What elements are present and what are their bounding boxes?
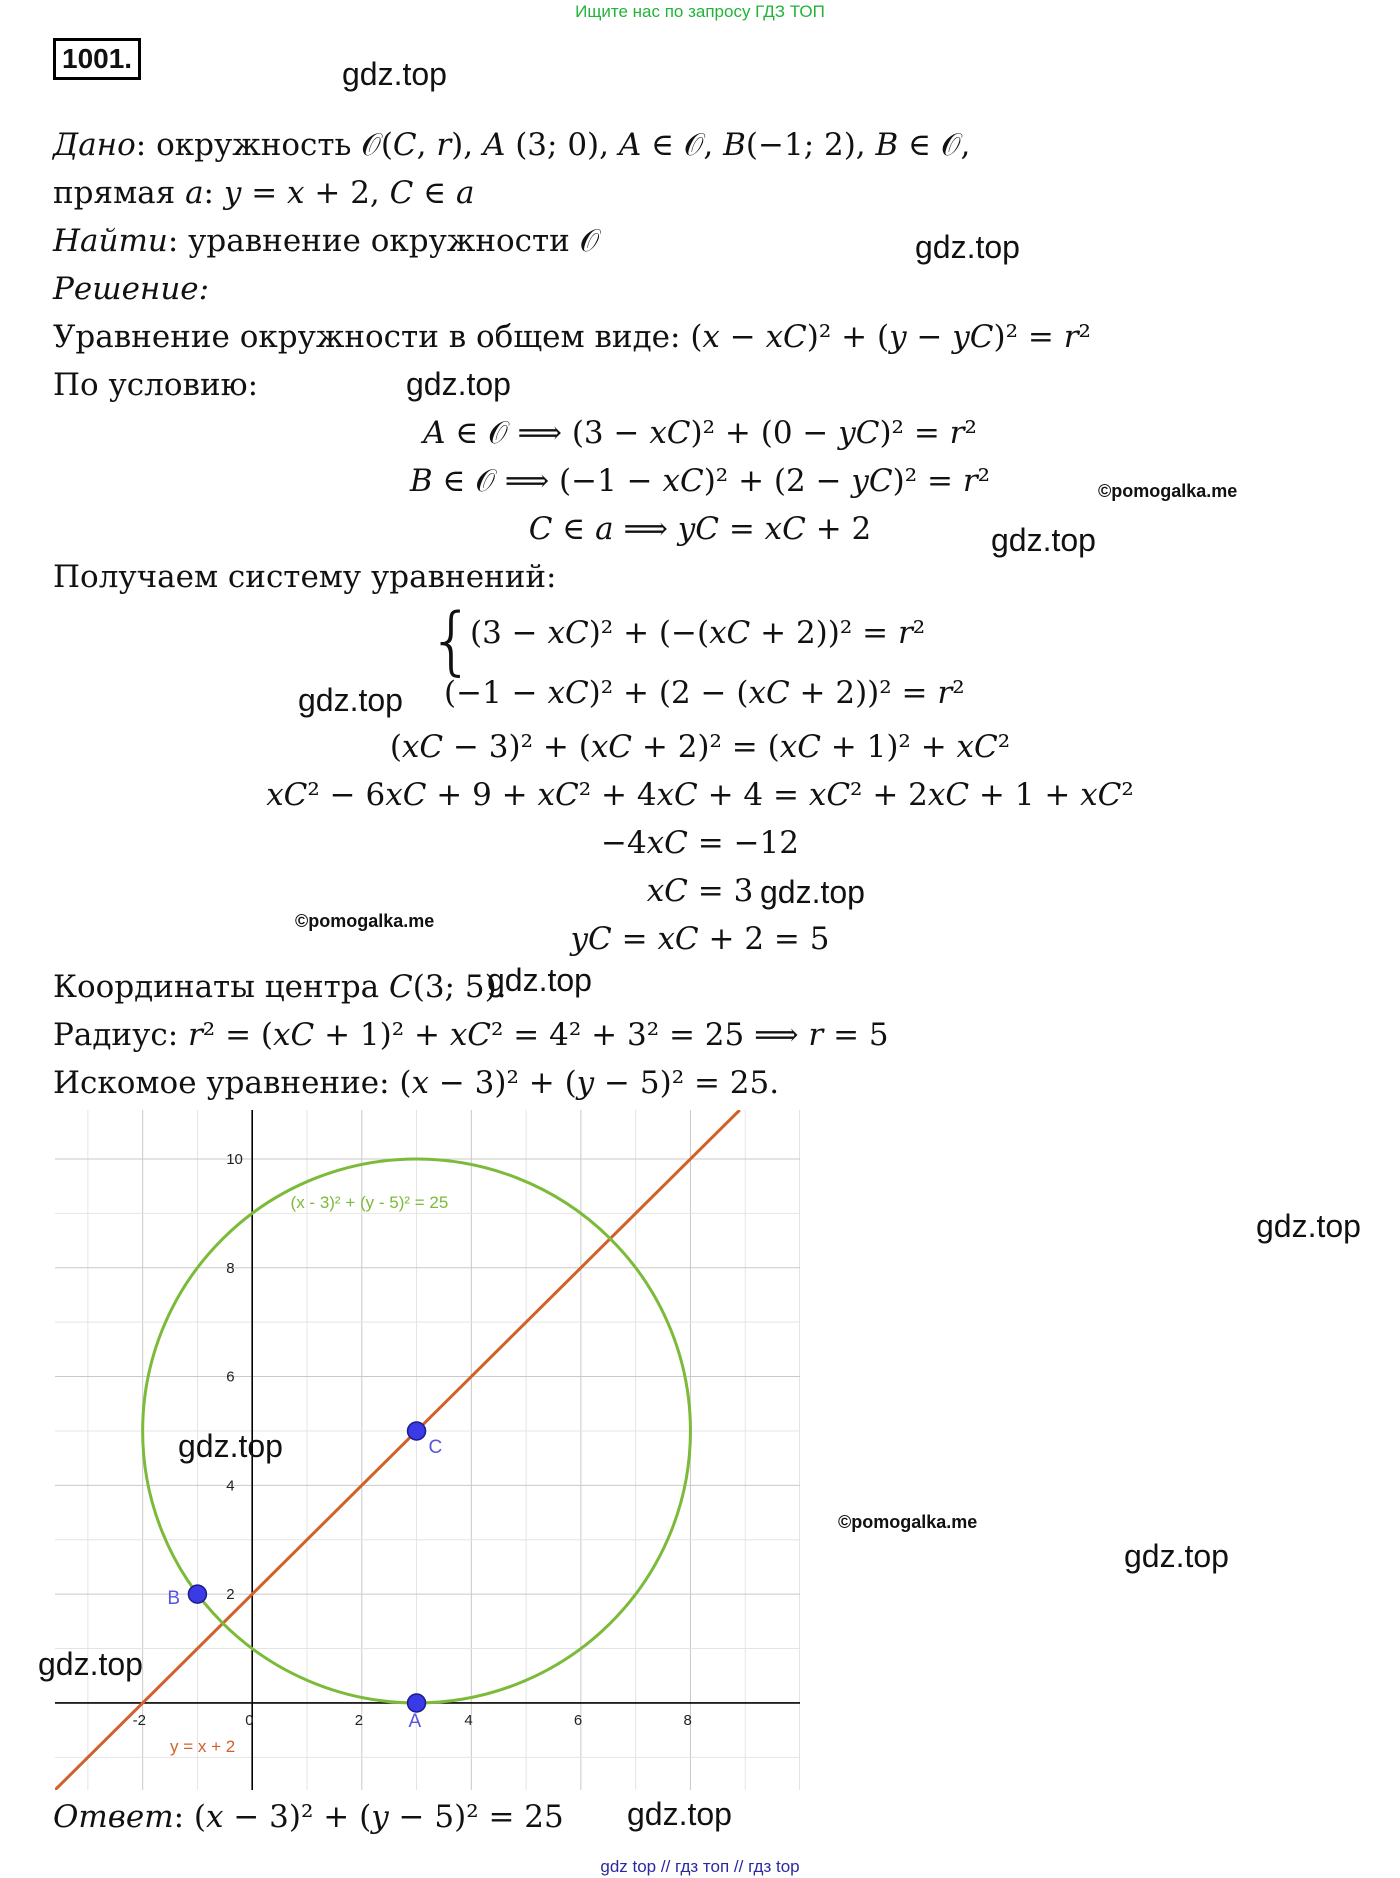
y-tick-label: 2 [226, 1586, 235, 1604]
point-B [188, 1585, 206, 1603]
x-tick-label: 8 [683, 1711, 692, 1729]
by-condition: По условию: [53, 367, 259, 403]
x-tick-label: 4 [464, 1711, 473, 1729]
condition-c: 𝐶 ∈ 𝑎 ⟹ 𝑦𝐶 = 𝑥𝐶 + 2 [528, 511, 872, 547]
footer-separator: // [733, 1857, 744, 1876]
y-tick-label: 10 [226, 1150, 243, 1168]
watermark: gdz.top [298, 682, 403, 718]
copyright: ©pomogalka.me [295, 911, 435, 931]
solution-label: Решение: [53, 271, 210, 307]
point-label-B: B [167, 1588, 181, 1610]
answer-label: Ответ [53, 1799, 174, 1835]
find-label: Найти [53, 223, 168, 259]
watermark: gdz.top [38, 1646, 143, 1682]
footer-link[interactable]: гдз топ [675, 1857, 730, 1876]
y-tick-label: 6 [226, 1368, 235, 1386]
given-text: : окружность 𝒪(𝐶, 𝑟), 𝐴 (3; 0), 𝐴 ∈ 𝒪, 𝐵(−1; 2), 𝐵 ∈ 𝒪, [135, 127, 971, 163]
point-C [408, 1422, 426, 1440]
x-tick-label: 2 [354, 1711, 364, 1729]
line-y-equals-x-plus-2 [55, 1110, 740, 1790]
watermark: gdz.top [760, 874, 865, 910]
x-tick-label: 6 [573, 1711, 583, 1729]
footer-separator: // [660, 1857, 671, 1876]
step-1: (𝑥𝐶 − 3)² + (𝑥𝐶 + 2)² = (𝑥𝐶 + 1)² + 𝑥𝐶² [389, 729, 1011, 765]
circle-label: (x - 3)² + (y - 5)² = 25 [290, 1192, 449, 1212]
copyright: ©pomogalka.me [1098, 481, 1238, 501]
watermark: gdz.top [1256, 1208, 1361, 1244]
answer-text: : (𝑥 − 3)² + (𝑦 − 5)² = 25 [173, 1799, 564, 1835]
system-equation-2: (−1 − 𝑥𝐶)² + (2 − (𝑥𝐶 + 2))² = 𝑟² [444, 675, 965, 711]
watermark: gdz.top [915, 229, 1020, 265]
condition-a: 𝐴 ∈ 𝒪 ⟹ (3 − 𝑥𝐶)² + (0 − 𝑦𝐶)² = 𝑟² [423, 415, 977, 451]
y-tick-label: 8 [226, 1259, 235, 1277]
header-search-link[interactable]: Ищите нас по запросу ГДЗ ТОП [575, 2, 825, 21]
footer-link[interactable]: gdz top [600, 1857, 657, 1876]
given-line [53, 127, 971, 163]
graph [55, 1110, 800, 1790]
graph-grid [55, 1110, 800, 1790]
watermark: gdz.top [342, 56, 447, 92]
general-equation: Уравнение окружности в общем виде: (𝑥 − 𝑥𝐶)² + (𝑦 − 𝑦𝐶)² = 𝑟² [53, 319, 1091, 355]
find-line [53, 223, 600, 259]
center-line: Координаты центра 𝐶(3; 5). [53, 969, 507, 1005]
graph-marks [55, 1110, 740, 1790]
y-tick-label: 4 [226, 1477, 235, 1495]
step-2: 𝑥𝐶² − 6𝑥𝐶 + 9 + 𝑥𝐶² + 4𝑥𝐶 + 4 = 𝑥𝐶² + 2𝑥𝐶 + 1 + 𝑥𝐶² [266, 777, 1134, 813]
required-line: Искомое уравнение: (𝑥 − 3)² + (𝑦 − 5)² = 25. [53, 1065, 780, 1101]
point-A [408, 1694, 426, 1712]
watermark: gdz.top [487, 962, 592, 998]
step-5: 𝑦𝐶 = 𝑥𝐶 + 2 = 5 [570, 921, 830, 957]
step-4: 𝑥𝐶 = 3 [646, 873, 754, 909]
watermark: gdz.top [406, 366, 511, 402]
given-label: Дано [53, 127, 136, 163]
graph-axes [55, 1110, 800, 1790]
system-brace: { [428, 598, 476, 684]
point-label-A: A [408, 1710, 422, 1732]
x-tick-label: -2 [132, 1711, 146, 1729]
radius-line: Радиус: 𝑟² = (𝑥𝐶 + 1)² + 𝑥𝐶² = 4² + 3² = 25 ⟹ 𝑟 = 5 [53, 1017, 889, 1053]
system-intro: Получаем систему уравнений: [53, 559, 557, 595]
watermark: gdz.top [627, 1796, 732, 1832]
system-equation-1: (3 − 𝑥𝐶)² + (−(𝑥𝐶 + 2))² = 𝑟² [470, 615, 926, 651]
watermark: gdz.top [178, 1428, 283, 1464]
problem-number: 1001. [53, 38, 141, 80]
step-3: −4𝑥𝐶 = −12 [600, 825, 799, 861]
copyright: ©pomogalka.me [838, 1512, 978, 1532]
line-label: y = x + 2 [170, 1736, 236, 1756]
watermark: gdz.top [1124, 1538, 1229, 1574]
watermark: gdz.top [991, 522, 1096, 558]
find-text: : уравнение окружности 𝒪 [167, 223, 600, 259]
footer-links [0, 1857, 1400, 1877]
answer-line [53, 1799, 564, 1835]
x-tick-label: 0 [245, 1711, 254, 1729]
footer-link[interactable]: гдз top [748, 1857, 800, 1876]
condition-b: 𝐵 ∈ 𝒪 ⟹ (−1 − 𝑥𝐶)² + (2 − 𝑦𝐶)² = 𝑟² [409, 463, 991, 499]
given-line-2: прямая 𝑎: 𝑦 = 𝑥 + 2, 𝐶 ∈ 𝑎 [53, 175, 475, 211]
point-label-C: C [428, 1436, 443, 1458]
